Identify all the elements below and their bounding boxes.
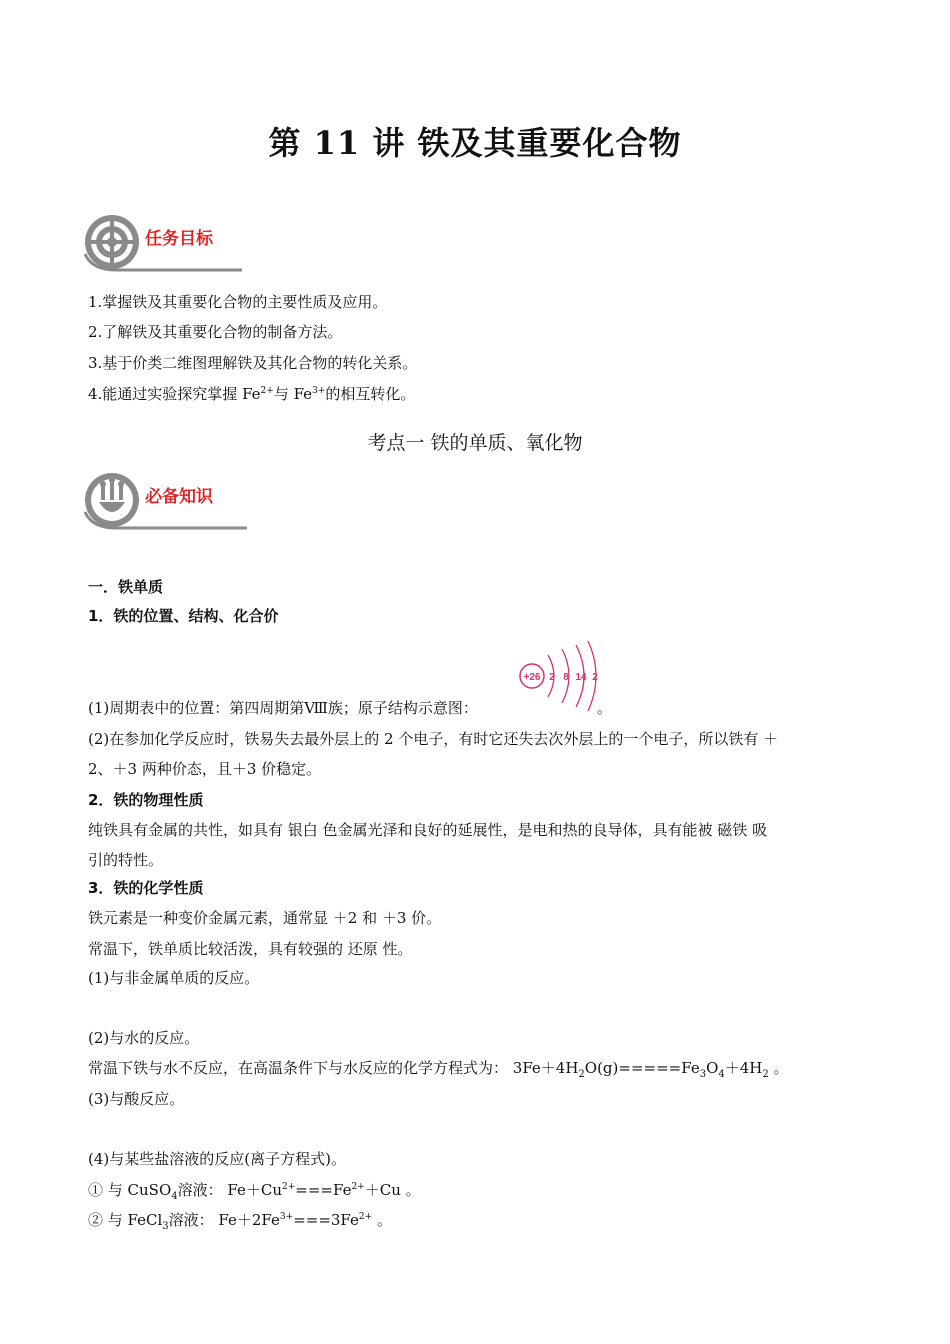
goal-item: 1.掌握铁及其重要化合物的主要性质及应用。: [88, 293, 388, 311]
salt-equation-1: [88, 1180, 421, 1200]
goal4-text: 的相互转化。: [325, 385, 416, 403]
reaction-heading: (1)与非金属单质的反应。: [88, 969, 260, 987]
nucleus-label: +26: [523, 672, 541, 683]
charge: 2+: [351, 1182, 365, 1192]
subscript: 3: [162, 1221, 169, 1232]
charge: 3+: [279, 1212, 294, 1222]
eq-text: ② 与 FeCl: [88, 1211, 163, 1229]
eq-text: ＋4H: [724, 1059, 763, 1077]
water-equation: [88, 1058, 789, 1078]
charge: 2+: [358, 1212, 373, 1222]
eq-text: ① 与 CuSO: [88, 1181, 172, 1199]
eq-text: ===3Fe: [293, 1211, 359, 1229]
subscript: 4: [171, 1191, 178, 1202]
goal4-text: 4.能通过实验探究掌握 Fe: [88, 385, 261, 403]
heading-iron: 一．铁单质: [88, 578, 164, 596]
goal-badge: [82, 214, 252, 276]
reaction-heading: (4)与某些盐溶液的反应(离子方程式)。: [88, 1150, 346, 1168]
eq-text: 溶液： Fe＋2Fe: [168, 1211, 280, 1229]
paragraph-position-end: 。: [597, 699, 613, 717]
paragraph-chemical: 常温下，铁单质比较活泼，具有较强的 还原 性。: [88, 940, 413, 958]
page-title: 第 11 讲 铁及其重要化合物: [268, 124, 682, 162]
knowledge-badge: [82, 472, 252, 534]
eq-text: 。: [768, 1059, 789, 1077]
charge: 2+: [260, 386, 274, 396]
paragraph-physical: 纯铁具有金属的共性，如具有 银白 色金属光泽和良好的延展性，是电和热的良导体，具有能被 磁铁 吸: [88, 821, 768, 839]
paragraph-physical: 引的特性。: [88, 851, 164, 869]
charge: 2+: [282, 1182, 296, 1192]
atom-diagram-icon: [514, 633, 604, 713]
goal-item: 2.了解铁及其重要化合物的制备方法。: [88, 323, 343, 341]
subscript: 2: [578, 1069, 585, 1080]
paragraph-position: (1)周期表中的位置：第四周期第Ⅷ族；原子结构示意图：: [88, 699, 478, 717]
goal-item: 3.基于价类二维图理解铁及其化合物的转化关系。: [88, 354, 418, 372]
eq-text: O: [706, 1059, 719, 1077]
eq-text: 。: [372, 1211, 392, 1229]
reaction-heading: (2)与水的反应。: [88, 1029, 200, 1047]
eq-text: 常温下铁与水不反应，在高温条件下与水反应的化学方程式为： 3Fe＋4H: [88, 1059, 579, 1077]
paragraph-valence: (2)在参加化学反应时，铁易失去最外层上的 2 个电子，有时它还失去次外层上的一个电子，所以铁有 ＋: [88, 730, 779, 748]
paragraph-chemical: 铁元素是一种变价金属元素，通常显 ＋2 和 ＋3 价。: [88, 909, 442, 927]
eq-text: O(g)=====Fe: [584, 1059, 700, 1077]
paragraph-valence: 2、＋3 两种价态，且＋3 价稳定。: [88, 760, 322, 778]
shell-count: 14: [575, 672, 587, 683]
knowledge-badge-label: 必备知识: [145, 487, 213, 507]
atom-structure-diagram: [514, 633, 604, 713]
subscript: 3: [699, 1069, 707, 1080]
shell-count: 2: [549, 672, 555, 683]
reaction-heading: (3)与酸反应。: [88, 1090, 185, 1108]
shell-count: 8: [563, 672, 569, 683]
goal4-text: 与 Fe: [273, 385, 313, 403]
shell-count: 2: [592, 672, 598, 683]
charge: 3+: [312, 386, 326, 396]
goal-badge-label: 任务目标: [145, 229, 213, 249]
salt-equation-2: [88, 1210, 392, 1230]
section-heading: 考点一 铁的单质、氧化物: [367, 432, 583, 454]
goal-item-4: [88, 384, 415, 404]
eq-text: 溶液： Fe＋Cu: [177, 1181, 282, 1199]
subheading: 2．铁的物理性质: [88, 791, 204, 809]
eq-text: ===Fe: [295, 1181, 352, 1199]
eq-text: ＋Cu 。: [364, 1181, 421, 1199]
subscript: 4: [718, 1069, 725, 1080]
subscript: 2: [762, 1069, 769, 1080]
subheading: 3．铁的化学性质: [88, 879, 204, 897]
subheading: 1．铁的位置、结构、化合价: [88, 607, 279, 625]
